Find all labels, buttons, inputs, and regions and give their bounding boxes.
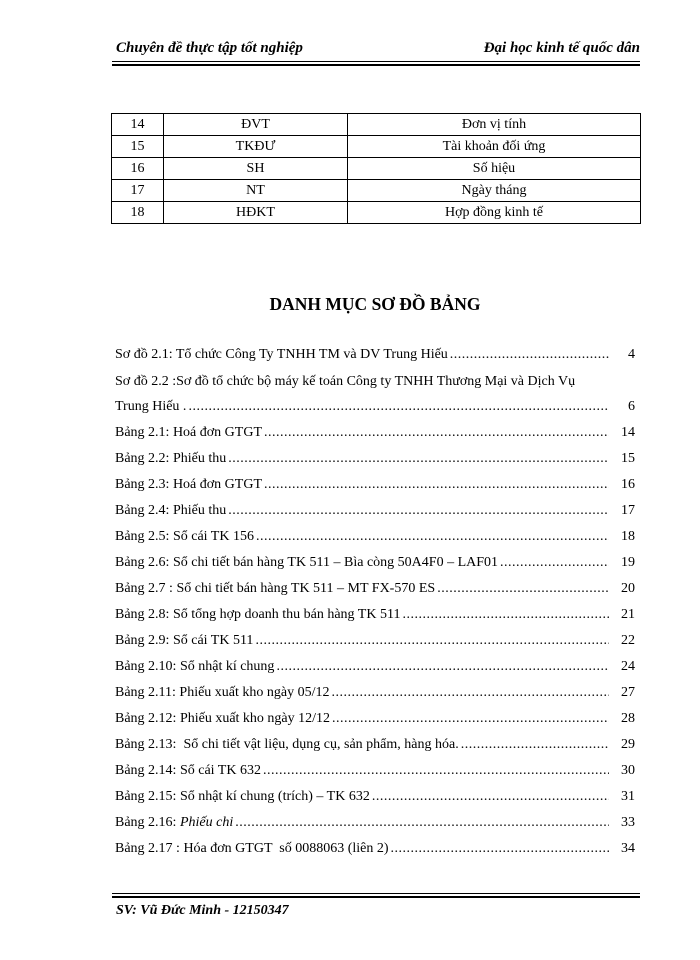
toc-entry[interactable] (115, 659, 635, 679)
toc-entry-label: Bảng 2.15: Sổ nhật kí chung (trích) – TK 632 (115, 789, 370, 804)
row-number: 17 (112, 180, 164, 202)
leader-dots (228, 503, 609, 519)
table-row (112, 136, 641, 158)
leader-dots (276, 659, 609, 675)
toc-entry[interactable] (115, 815, 635, 835)
toc-entry-page: 17 (621, 503, 635, 518)
toc-entry-label: Bảng 2.4: Phiếu thu (115, 503, 227, 518)
abbreviation: NT (164, 180, 348, 202)
toc-entry[interactable] (115, 841, 635, 861)
leader-dots (391, 841, 609, 857)
toc-entry[interactable] (115, 503, 635, 523)
toc-entry-page: 31 (621, 789, 635, 804)
leader-dots (188, 399, 609, 415)
page-header (112, 38, 640, 62)
toc-entry-label: Sơ đồ 2.1: Tổ chức Công Ty TNHH TM và DV Trung Hiếu (115, 347, 448, 362)
toc-entry[interactable] (115, 763, 635, 783)
leader-dots (372, 789, 609, 805)
toc-entry-page: 30 (621, 763, 635, 778)
toc-entry[interactable] (115, 711, 635, 731)
toc-entry-label: Bảng 2.5: Sổ cái TK 156 (115, 529, 254, 544)
toc-entry-continuation[interactable] (115, 399, 635, 419)
toc-entry-label: Bảng 2.14: Sổ cái TK 632 (115, 763, 261, 778)
leader-dots (332, 711, 609, 727)
toc-entry[interactable] (115, 347, 635, 367)
toc-entry[interactable] (115, 477, 635, 497)
toc-entry-page: 22 (621, 633, 635, 648)
toc-entry-label-prefix: Bảng 2.16: (115, 815, 180, 830)
abbreviation: SH (164, 158, 348, 180)
toc-entry-label: Bảng 2.10: Sổ nhật kí chung (115, 659, 275, 674)
toc-entry-page: 14 (621, 425, 635, 440)
leader-dots (235, 815, 609, 831)
toc-entry-page: 27 (621, 685, 635, 700)
toc-entry-label: Bảng 2.6: Sổ chi tiết bán hàng TK 511 – Bìa còng 50A4F0 – LAF01 (115, 555, 499, 570)
meaning: Hợp đồng kinh tế (348, 202, 641, 224)
toc-entry[interactable] (115, 374, 635, 394)
toc-entry-page: 19 (621, 555, 635, 570)
row-number: 14 (112, 114, 164, 136)
toc-entry-label: Bảng 2.12: Phiếu xuất kho ngày 12/12 (115, 711, 331, 726)
table-row (112, 158, 641, 180)
header-rule (112, 61, 640, 62)
toc-entry-page: 18 (621, 529, 635, 544)
section-title: DANH MỤC SƠ ĐỒ BẢNG (269, 294, 481, 314)
leader-dots (264, 425, 609, 441)
abbreviation: TKĐƯ (164, 136, 348, 158)
toc-entry[interactable] (115, 737, 635, 757)
toc-entry[interactable] (115, 555, 635, 575)
footer-rule (112, 893, 640, 894)
row-number: 16 (112, 158, 164, 180)
toc-entry-page: 33 (621, 815, 635, 830)
table-row (112, 114, 641, 136)
toc-entry-page: 20 (621, 581, 635, 596)
toc-entry-label: Bảng 2.1: Hoá đơn GTGT (115, 425, 262, 440)
meaning: Tài khoản đối ứng (348, 136, 641, 158)
abbreviation: HĐKT (164, 202, 348, 224)
abbreviation-table (111, 113, 641, 224)
toc-entry-page: 24 (621, 659, 635, 674)
meaning: Số hiệu (348, 158, 641, 180)
toc-entry-page: 29 (621, 737, 635, 752)
toc-entry-page: 28 (621, 711, 635, 726)
toc-entry[interactable] (115, 451, 635, 471)
table-row (112, 180, 641, 202)
header-left-text: Chuyên đề thực tập tốt nghiệp (116, 40, 303, 56)
toc-entry-label: Bảng 2.13: Sổ chi tiết vật liệu, dụng cụ, sản phẩm, hàng hóa. (115, 737, 459, 752)
leader-dots (461, 737, 609, 753)
leader-dots (500, 555, 609, 571)
toc-entry-label: Bảng 2.2: Phiếu thu (115, 451, 227, 466)
toc-entry[interactable] (115, 633, 635, 653)
toc-entry-page: 34 (621, 841, 635, 856)
toc-entry[interactable] (115, 581, 635, 601)
toc-entry-label-italic: Phiếu chi (179, 815, 234, 830)
toc-entry[interactable] (115, 789, 635, 809)
leader-dots (263, 763, 609, 779)
leader-dots (402, 607, 609, 623)
leader-dots (332, 685, 609, 701)
toc-entry-label: Bảng 2.11: Phiếu xuất kho ngày 05/12 (115, 685, 330, 700)
abbreviation: ĐVT (164, 114, 348, 136)
leader-dots (437, 581, 609, 597)
toc-entry[interactable] (115, 685, 635, 705)
toc-entry-label: Bảng 2.17 : Hóa đơn GTGT số 0088063 (liên 2) (115, 841, 389, 856)
row-number: 15 (112, 136, 164, 158)
leader-dots (255, 633, 609, 649)
leader-dots (264, 477, 609, 493)
leader-dots (450, 347, 609, 363)
toc-entry-page: 16 (621, 477, 635, 492)
footer-rule-thick (112, 896, 640, 898)
toc-entry[interactable] (115, 607, 635, 627)
toc-entry-page: 4 (628, 347, 635, 362)
table-row (112, 202, 641, 224)
toc-entry-label: Bảng 2.9: Sổ cái TK 511 (115, 633, 254, 648)
meaning: Ngày tháng (348, 180, 641, 202)
footer-student-info: SV: Vũ Đức Minh - 12150347 (116, 903, 289, 918)
toc-entry-page: 21 (621, 607, 635, 622)
toc-entry[interactable] (115, 425, 635, 445)
toc-entry[interactable] (115, 529, 635, 549)
toc-entry-label (115, 815, 233, 831)
toc-entry-page: 6 (628, 399, 635, 414)
header-rule-thick (112, 64, 640, 66)
toc-entry-label: Trung Hiếu . (115, 399, 187, 414)
toc-entry-label: Bảng 2.3: Hoá đơn GTGT (115, 477, 262, 492)
toc-entry-label: Sơ đồ 2.2 :Sơ đồ tổ chức bộ máy kế toán Công ty TNHH Thương Mại và Dịch Vụ (115, 374, 576, 389)
leader-dots (228, 451, 609, 467)
toc-entry-page: 15 (621, 451, 635, 466)
meaning: Đơn vị tính (348, 114, 641, 136)
row-number: 18 (112, 202, 164, 224)
toc-entry-label: Bảng 2.7 : Sổ chi tiết bán hàng TK 511 – MT FX-570 ES (115, 581, 436, 596)
toc-entry-label: Bảng 2.8: Sổ tổng hợp doanh thu bán hàng TK 511 (115, 607, 401, 622)
leader-dots (256, 529, 609, 545)
header-right-text: Đại học kinh tế quốc dân (483, 40, 640, 56)
